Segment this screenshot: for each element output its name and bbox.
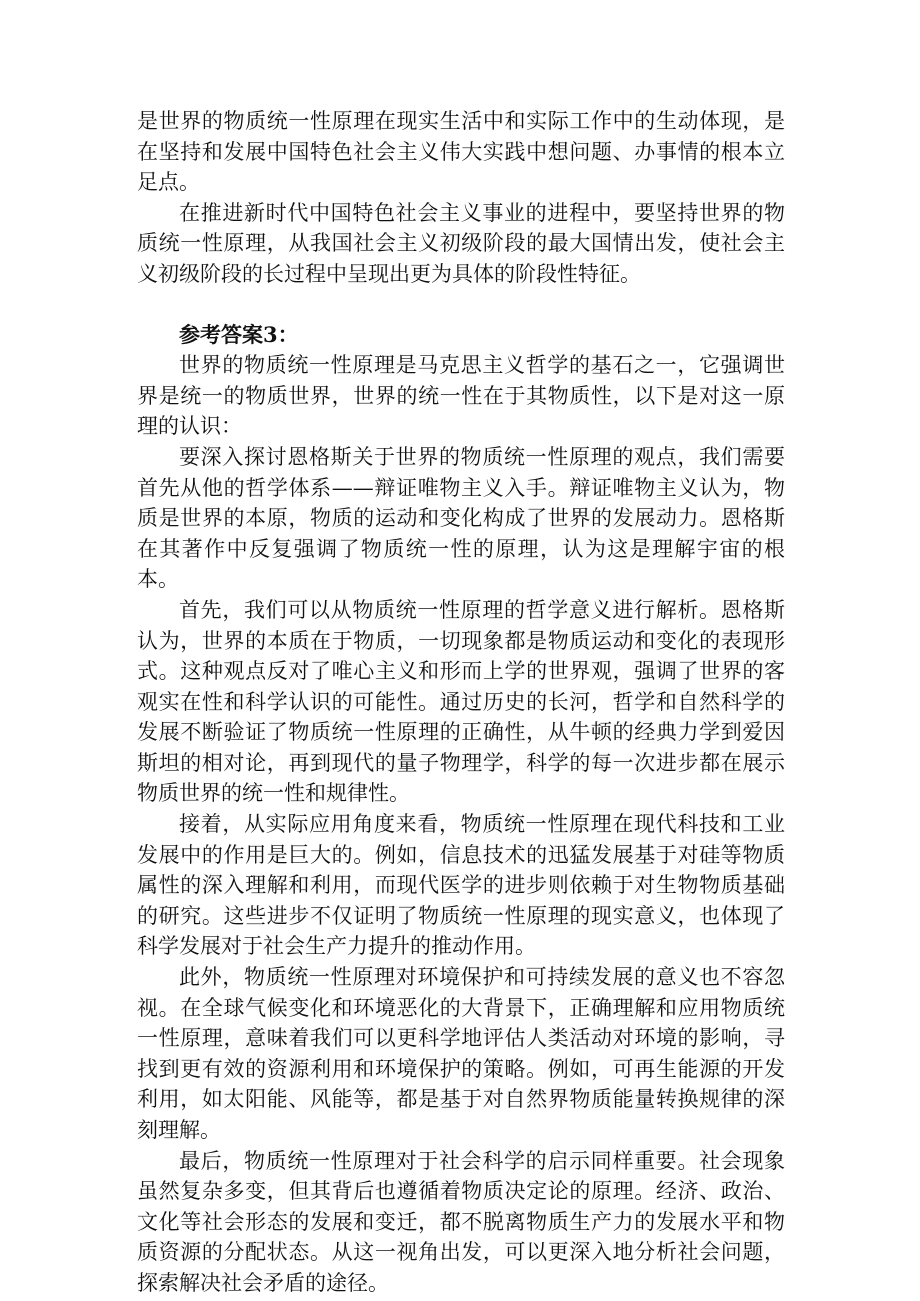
intro-paragraph-1: 是世界的物质统一性原理在现实生活中和实际工作中的生动体现，是在坚持和发展中国特色社会主义伟大实践中想问题、办事情的根本立足点。 (137, 109, 785, 195)
body-paragraph-2: 要深入探讨恩格斯关于世界的物质统一性原理的观点，我们需要首先从他的哲学体系——辩证唯物主义入手。辩证唯物主义认为，物质是世界的本原，物质的运动和变化构成了世界的发展动力。恩格斯在其著作中反复强调了物质统一性的原理，认为这是理解宇宙的根本。 (137, 444, 785, 592)
body-paragraph-3: 首先，我们可以从物质统一性原理的哲学意义进行解析。恩格斯认为，世界的本质在于物质，一切现象都是物质运动和变化的表现形式。这种观点反对了唯心主义和形而上学的世界观，强调了世界的客观实在性和科学认识的可能性。通过历史的长河，哲学和自然科学的发展不断验证了物质统一性原理的正确性，从牛顿的经典力学到爱因斯坦的相对论，再到现代的量子物理学，科学的每一次进步都在展示物质世界的统一性和规律性。 (137, 597, 785, 806)
body-paragraph-4: 接着，从实际应用角度来看，物质统一性原理在现代科技和工业发展中的作用是巨大的。例如，信息技术的迅猛发展基于对硅等物质属性的深入理解和利用，而现代医学的进步则依赖于对生物物质基础的研究。这些进步不仅证明了物质统一性原理的现实意义，也体现了科学发展对于社会生产力提升的推动作用。 (137, 812, 785, 959)
document-page (137, 106, 785, 1299)
body-paragraph-1: 世界的物质统一性原理是马克思主义哲学的基石之一，它强调世界是统一的物质世界，世界的统一性在于其物质性，以下是对这一原理的认识： (137, 353, 785, 439)
intro-paragraph-2: 在推进新时代中国特色社会主义事业的进程中，要坚持世界的物质统一性原理，从我国社会主义初级阶段的最大国情出发，使社会主义初级阶段的长过程中呈现出更为具体的阶段性特征。 (137, 200, 785, 286)
section-heading: 参考答案3： (179, 321, 299, 347)
body-paragraph-5: 此外，物质统一性原理对环境保护和可持续发展的意义也不容忽视。在全球气候变化和环境恶化的大背景下，正确理解和应用物质统一性原理，意味着我们可以更科学地评估人类活动对环境的影响，寻找到更有效的资源利用和环境保护的策略。例如，可再生能源的开发利用，如太阳能、风能等，都是基于对自然界物质能量转换规律的深刻理解。 (137, 965, 785, 1142)
body-paragraph-6: 最后，物质统一性原理对于社会科学的启示同样重要。社会现象虽然复杂多变，但其背后也遵循着物质决定论的原理。经济、政治、文化等社会形态的发展和变迁，都不脱离物质生产力的发展水平和物质资源的分配状态。从这一视角出发，可以更深入地分析社会问题，探索解决社会矛盾的途径。 (137, 1148, 785, 1295)
section-spacer (137, 290, 785, 320)
